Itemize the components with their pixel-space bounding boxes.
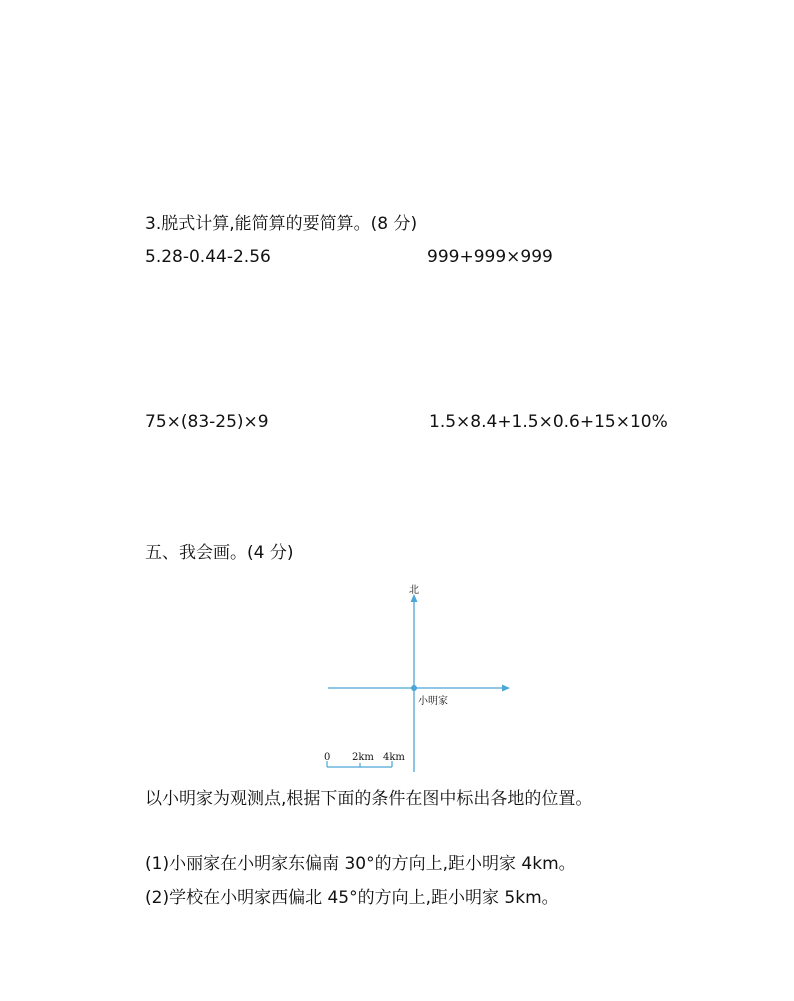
scale-label-4km: 4km (383, 752, 405, 763)
condition-2: (2)学校在小明家西偏北 45°的方向上,距小明家 5km。 (145, 888, 559, 908)
scale-label-2km: 2km (352, 752, 374, 763)
question-3-heading: 3.脱式计算,能简算的要简算。(8 分) (145, 214, 418, 234)
problem-3: 75×(83-25)×9 (145, 412, 269, 432)
problem-1: 5.28-0.44-2.56 (145, 247, 271, 267)
problem-4: 1.5×8.4+1.5×0.6+15×10% (429, 412, 668, 432)
direction-diagram (318, 578, 518, 778)
section-5-heading: 五、我会画。(4 分) (145, 543, 294, 563)
scale-label-0: 0 (324, 752, 331, 763)
origin-label: 小明家 (418, 696, 448, 707)
instruction-text: 以小明家为观测点,根据下面的条件在图中标出各地的位置。 (145, 789, 593, 809)
condition-1: (1)小丽家在小明家东偏南 30°的方向上,距小明家 4km。 (145, 854, 576, 874)
problem-2: 999+999×999 (427, 247, 553, 267)
origin-point (411, 685, 417, 691)
north-label: 北 (409, 585, 419, 596)
east-arrow-icon (502, 685, 510, 692)
